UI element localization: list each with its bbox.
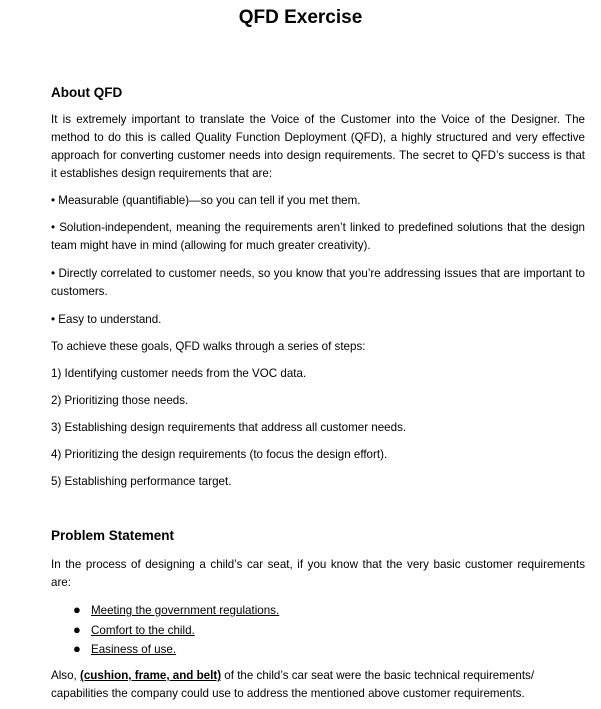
step-4: 4) Prioritizing the design requirements (to focus the design effort). (51, 448, 388, 461)
step-5: 5) Establishing performance target. (51, 475, 232, 488)
closing-suffix: of the child’s car seat were the basic technical requirements/ capabilities the company could use to address the mentioned above customer requirements. (51, 669, 535, 700)
requirement-item (73, 601, 279, 620)
bullet-dot-icon: ● (73, 622, 81, 637)
step-2: 2) Prioritizing those needs. (51, 394, 189, 407)
bullet-dot-icon: ● (73, 641, 81, 656)
requirement-text: Easiness of use. (91, 643, 177, 656)
steps-intro: To achieve these goals, QFD walks through a series of steps: (51, 340, 366, 353)
about-intro-paragraph: It is extremely important to translate the Voice of the Customer into the Voice of the Designer. The method to do this is called Quality Function Deployment (QFD), a highly structured and very effective approach for converting customer needs into design requirements. The secret to QFD’s success is that it establishes design requirements that are: (51, 113, 585, 180)
closing-paragraph (51, 667, 585, 703)
step-1: 1) Identifying customer needs from the VOC data. (51, 367, 307, 380)
bullet-solution-independent: • Solution-independent, meaning the requirements aren’t linked to predefined solutions that the design team might have in mind (allowing for much greater creativity). (51, 221, 585, 252)
requirement-item (73, 640, 176, 659)
document-title: QFD Exercise (238, 7, 363, 28)
requirement-text: Meeting the government regulations. (91, 604, 280, 617)
problem-statement-heading: Problem Statement (51, 528, 175, 543)
bullet-dot-icon: ● (73, 602, 81, 617)
requirement-text: Comfort to the child. (91, 624, 195, 637)
bullet-easy: • Easy to understand. (51, 313, 162, 326)
closing-prefix: Also, (51, 669, 80, 682)
technical-requirements-highlight: (cushion, frame, and belt) (80, 669, 222, 682)
about-qfd-heading: About QFD (51, 85, 123, 100)
problem-intro-paragraph: In the process of designing a child’s car seat, if you know that the very basic customer requirements are: (51, 558, 585, 589)
bullet-measurable: • Measurable (quantifiable)—so you can tell if you met them. (51, 194, 361, 207)
bullet-correlated: • Directly correlated to customer needs, so you know that you’re addressing issues that are important to customers. (51, 267, 585, 298)
requirement-item (73, 621, 195, 640)
step-3: 3) Establishing design requirements that address all customer needs. (51, 421, 407, 434)
